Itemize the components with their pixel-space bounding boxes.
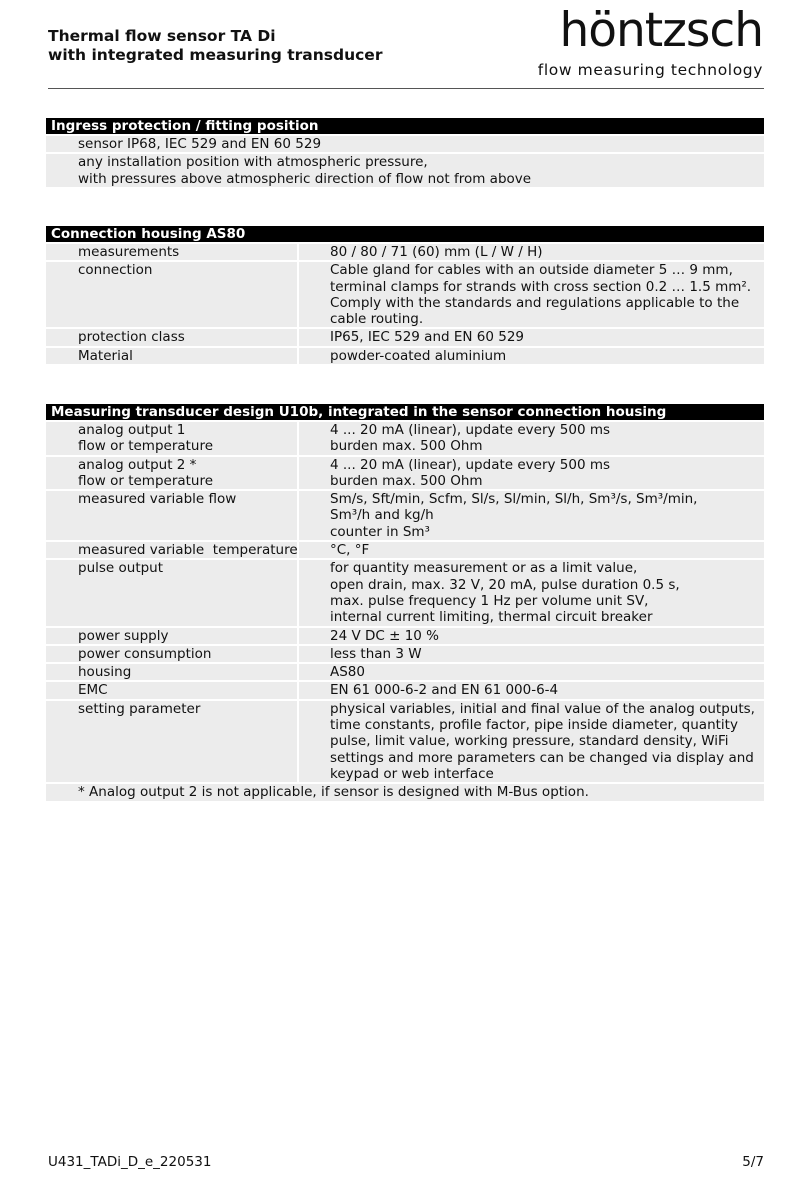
document-id: U431_TADi_D_e_220531 [48,1154,212,1170]
table-row [46,491,764,540]
row-label: connection [46,262,299,327]
row-label [46,491,299,540]
label-line: power consumption [78,645,212,662]
value-line: EN 61 000-6-2 and EN 61 000-6-4 [330,682,559,699]
value-line: 4 ... 20 mA (linear), update every 500 ms [330,456,611,473]
row-value [299,682,764,698]
table-row [46,542,764,558]
row-label: protection class [46,329,299,345]
row-value [299,329,764,345]
value-line: Sm/s, Sft/min, Scfm, Sl/s, Sl/min, Sl/h, Sm³/s, Sm³/min, [330,491,698,508]
row-label: measurements [46,244,299,260]
value-line: keypad or web interface [330,765,494,782]
label-line: flow or temperature [78,472,214,489]
row-value [299,542,764,558]
logo-tagline: flow measuring technology [537,61,763,79]
table-row [46,701,764,782]
table-row [46,628,764,644]
title-line-2: with integrated measuring transducer [48,46,383,64]
row-value [299,646,764,662]
row-value [299,491,764,540]
value-line: less than 3 W [330,645,422,662]
table-row [46,329,764,345]
page-number: 5/7 [742,1154,764,1170]
row-text [46,154,764,187]
row-label [46,628,299,644]
value-line: time constants, profile factor, pipe inside diameter, quantity [330,717,738,734]
value-line: 4 ... 20 mA (linear), update every 500 ms [330,422,611,438]
row-label: Material [46,348,299,364]
value-line: 24 V DC ± 10 % [330,627,440,644]
value-line: burden max. 500 Ohm [330,438,483,455]
label-line: EMC [78,682,108,699]
value-line: Comply with the standards and regulations applicable to the [330,294,740,311]
section-measuring-transducer [46,404,764,801]
value-line: Sm³/h and kg/h [330,507,434,524]
table-row [46,682,764,698]
section-connection-housing [46,226,764,364]
value-line: internal current limiting, thermal circuit breaker [330,609,653,626]
value-line: powder-coated aluminium [330,347,507,364]
row-value [299,664,764,680]
value-line: pulse, limit value, working pressure, standard density, WiFi [330,733,729,750]
table-row [46,422,764,455]
row-value [299,701,764,782]
value-line: open drain, max. 32 V, 20 mA, pulse duration 0.5 s, [330,576,680,593]
table-row [46,348,764,364]
value-line: IP65, IEC 529 and EN 60 529 [330,329,525,346]
value-line: max. pulse frequency 1 Hz per volume unit SV, [330,592,649,609]
row-label [46,664,299,680]
section-title: Measuring transducer design U10b, integrated in the sensor connection housing [46,404,764,420]
row-label [46,457,299,490]
label-line: measured variable flow [78,491,237,508]
label-line: housing [78,664,132,681]
label-line: measured variable temperature [78,542,298,559]
value-line: cable routing. [330,311,424,328]
row-value [299,457,764,490]
table-row [46,560,764,625]
label-line: analog output 2 * [78,456,197,473]
row-value [299,560,764,625]
row-label [46,422,299,455]
value-line: counter in Sm³ [330,523,430,540]
header-divider [48,88,764,89]
value-line: for quantity measurement or as a limit value, [330,560,638,577]
document-title [48,27,382,65]
value-line: settings and more parameters can be changed via display and [330,749,754,766]
value-line: burden max. 500 Ohm [330,472,483,489]
label-line: power supply [78,627,169,644]
table-row [46,136,764,152]
row-value [299,422,764,455]
row-value [299,348,764,364]
row-label [46,542,299,558]
table-row [46,664,764,680]
row-value [299,244,764,260]
row-label [46,701,299,782]
row-text-line: with pressures above atmospheric direction of flow not from above [78,170,532,187]
label-line: flow or temperature [78,438,214,455]
logo-wordmark: höntzsch [559,3,763,58]
footnote-row [46,784,764,800]
value-line: physical variables, initial and final value of the analog outputs, [330,700,755,717]
row-text [46,136,764,152]
table-row [46,262,764,327]
label-line: setting parameter [78,700,201,717]
value-line: AS80 [330,664,365,681]
row-label [46,560,299,625]
table-row [46,154,764,187]
value-line: °C, °F [330,542,370,559]
row-value [299,628,764,644]
row-value [299,262,764,327]
row-text-line: sensor IP68, IEC 529 and EN 60 529 [78,136,322,152]
table-row [46,244,764,260]
value-line: terminal clamps for strands with cross section 0.2 … 1.5 mm². [330,278,752,295]
footnote: * Analog output 2 is not applicable, if sensor is designed with M-Bus option. [78,784,589,801]
section-title: Ingress protection / fitting position [46,118,764,134]
value-line: 80 / 80 / 71 (60) mm (L / W / H) [330,244,543,260]
value-line: Cable gland for cables with an outside diameter 5 … 9 mm, [330,262,733,279]
row-text-line: any installation position with atmospheric pressure, [78,154,428,171]
section-title: Connection housing AS80 [46,226,764,242]
row-label [46,646,299,662]
label-line: analog output 1 [78,422,186,438]
title-line-1: Thermal flow sensor TA Di [48,27,276,45]
brand-logo [537,3,763,79]
table-row [46,646,764,662]
label-line: pulse output [78,560,164,577]
row-label [46,682,299,698]
table-row [46,457,764,490]
section-ingress-protection [46,118,764,187]
